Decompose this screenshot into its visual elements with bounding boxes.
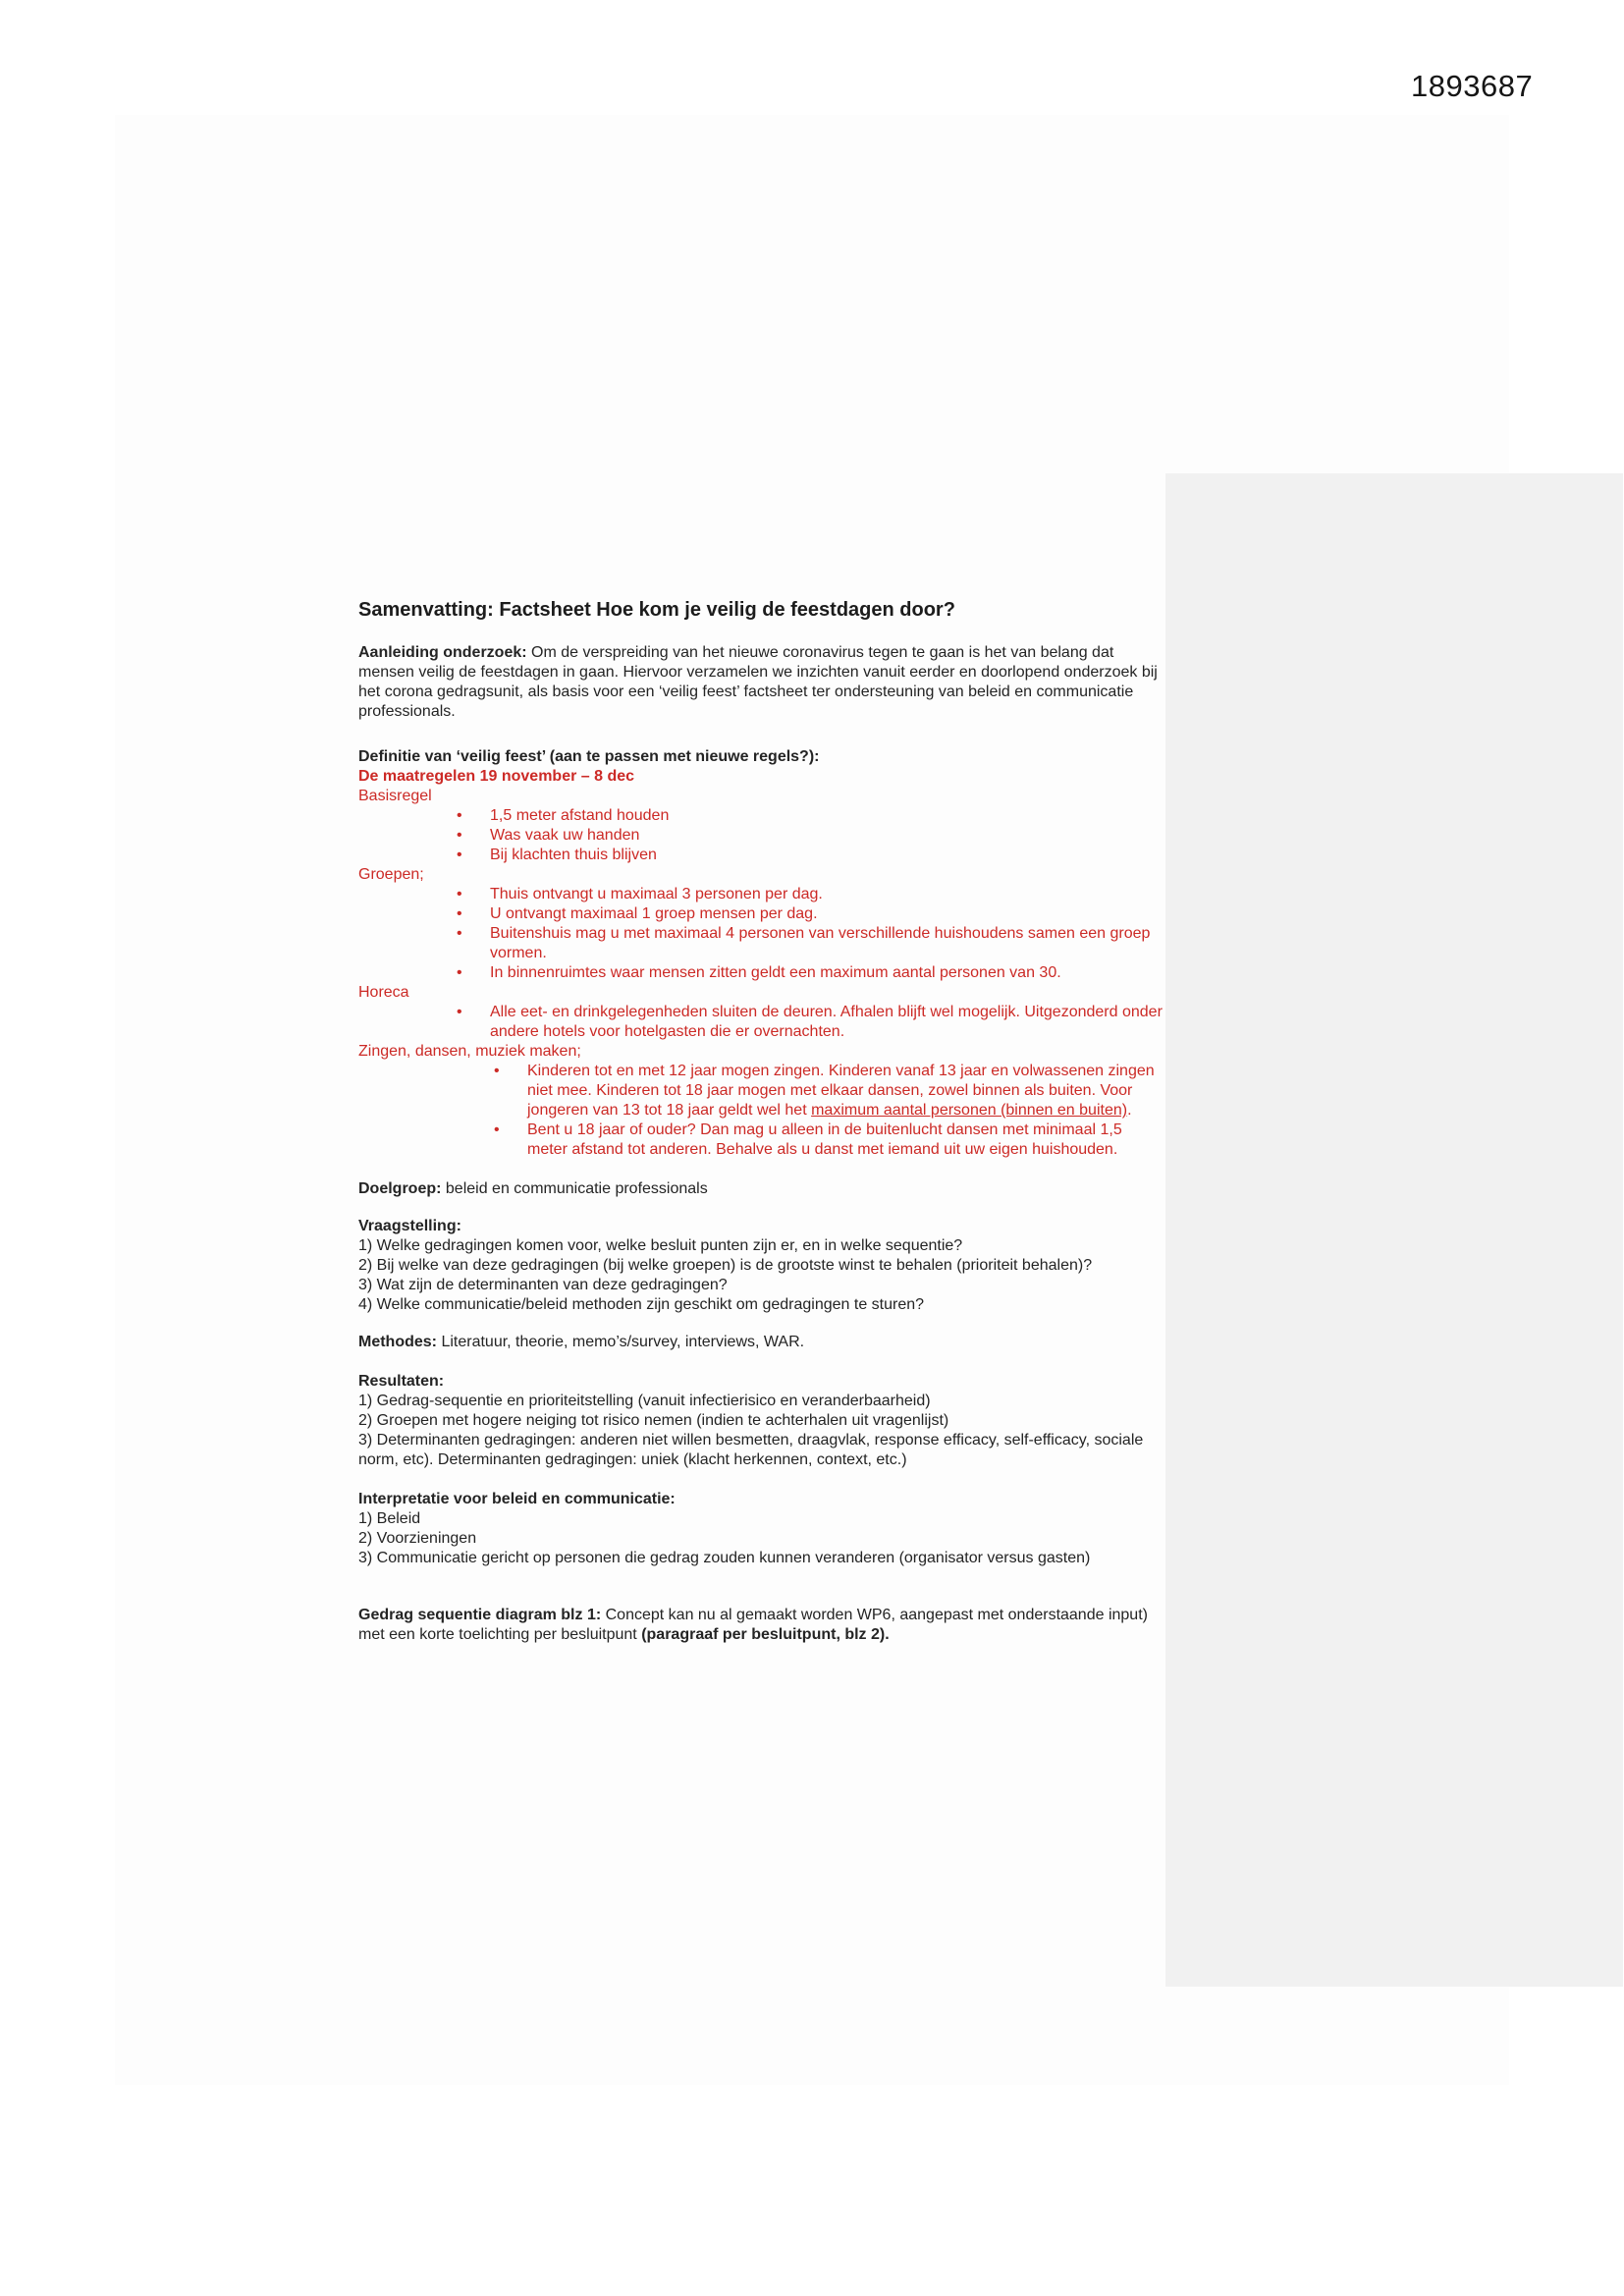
gedrag-bold-end: (paragraaf per besluitpunt, blz 2).: [641, 1626, 890, 1643]
image-placeholder: [1165, 473, 1623, 1987]
list-item-text: In binnenruimtes waar mensen zitten geldt een maximum aantal personen van 30.: [490, 964, 1061, 981]
list-item-text: Bij klachten thuis blijven: [490, 847, 657, 863]
list-item: [358, 963, 1164, 983]
gedrag-label: Gedrag sequentie diagram blz 1:: [358, 1607, 602, 1623]
list-item-text: .: [1127, 1102, 1132, 1119]
groepen-list: [358, 885, 1164, 983]
list-item-text: U ontvangt maximaal 1 groep mensen per dag.: [490, 905, 818, 922]
list-item-text: Alle eet- en drinkgelegenheden sluiten de deuren. Afhalen blijft wel mogelijk. Uitgezonderd onder andere hotels voor hotelgasten die er overnachten.: [490, 1004, 1163, 1040]
gedrag-paragraph: [358, 1606, 1164, 1645]
groepen-label: Groepen;: [358, 866, 424, 883]
aanleiding-text: Om de verspreiding van het nieuwe coronavirus tegen te gaan is het van belang dat mensen veilig de feestdagen in gaan. Hiervoor verzamelen we inzichten vanuit eerder en doorlopend onderzoek bij het corona gedragsunit, als basis voor een ‘veilig feest’ factsheet ter ondersteuning van beleid en communicatie professionals.: [358, 644, 1158, 720]
page-number: 1893687: [1411, 69, 1534, 103]
list-item: [358, 1121, 1164, 1160]
list-item-text: Buitenshuis mag u met maximaal 4 personen van verschillende huishoudens samen een groep vormen.: [490, 925, 1151, 961]
vraagstelling-item: 4) Welke communicatie/beleid methoden zijn geschikt om gedragingen te sturen?: [358, 1296, 925, 1313]
list-item: [358, 826, 1164, 846]
resultaten-item: 2) Groepen met hogere neiging tot risico nemen (indien te achterhalen uit vragenlijst): [358, 1412, 949, 1429]
gedrag-text: Concept kan nu al gemaakt worden WP6, aangepast met onderstaande input) met een korte toelichting per besluitpunt: [358, 1607, 1148, 1643]
maatregelen-heading: De maatregelen 19 november – 8 dec: [358, 768, 635, 785]
document-content: [358, 598, 1164, 1661]
interpretatie-item: 2) Voorzieningen: [358, 1530, 477, 1547]
methodes-text: Literatuur, theorie, memo’s/survey, interviews, WAR.: [441, 1334, 805, 1350]
resultaten-item: 3) Determinanten gedragingen: anderen niet willen besmetten, draagvlak, response efficacy, self-efficacy, sociale norm, etc). Determinanten gedragingen: uniek (klacht herkennen, context, etc.): [358, 1432, 1144, 1468]
resultaten-section: [358, 1372, 1164, 1470]
interpretatie-item: 1) Beleid: [358, 1510, 421, 1527]
resultaten-label: Resultaten:: [358, 1373, 445, 1390]
list-item: [358, 924, 1164, 963]
list-item-text: 1,5 meter afstand houden: [490, 807, 670, 824]
doelgroep-text: beleid en communicatie professionals: [445, 1180, 708, 1197]
vraagstelling-label: Vraagstelling:: [358, 1218, 461, 1234]
list-item: [358, 885, 1164, 904]
document-title: Samenvatting: Factsheet Hoe kom je veilig de feestdagen door?: [358, 599, 955, 621]
interpretatie-section: [358, 1490, 1164, 1568]
vraagstelling-section: [358, 1217, 1164, 1315]
list-item-text: Was vaak uw handen: [490, 827, 640, 844]
methodes-paragraph: [358, 1333, 1164, 1352]
basisregel-label: Basisregel: [358, 788, 432, 804]
list-item-text: Bent u 18 jaar of ouder? Dan mag u alleen in de buitenlucht dansen met minimaal 1,5 meter afstand tot anderen. Behalve als u danst met iemand uit uw eigen huishouden.: [527, 1121, 1122, 1158]
doelgroep-paragraph: [358, 1179, 1164, 1199]
horeca-list: [358, 1003, 1164, 1042]
list-item: [358, 1003, 1164, 1042]
aanleiding-label: Aanleiding onderzoek:: [358, 644, 527, 661]
list-item: [358, 904, 1164, 924]
list-item-text: Kinderen tot en met 12 jaar mogen zingen. Kinderen vanaf 13 jaar en volwassenen zingen niet mee. Kinderen tot 18 jaar mogen met elkaar dansen, zowel binnen als buiten. Voor jongeren van 13 tot 18 jaar geldt wel het: [527, 1063, 1155, 1119]
list-item: [358, 806, 1164, 826]
vraagstelling-item: 2) Bij welke van deze gedragingen (bij welke groepen) is de grootste winst te behalen (prioriteit behalen)?: [358, 1257, 1093, 1274]
list-item-text: Thuis ontvangt u maximaal 3 personen per dag.: [490, 886, 823, 902]
document-page: [115, 115, 1509, 2085]
resultaten-item: 1) Gedrag-sequentie en prioriteitstelling (vanuit infectierisico en veranderbaarheid): [358, 1393, 931, 1409]
vraagstelling-item: 1) Welke gedragingen komen voor, welke besluit punten zijn er, en in welke sequentie?: [358, 1237, 963, 1254]
vraagstelling-item: 3) Wat zijn de determinanten van deze gedragingen?: [358, 1277, 728, 1293]
definitie-label: Definitie van ‘veilig feest’ (aan te passen met nieuwe regels?):: [358, 748, 820, 765]
underlined-phrase: maximum aantal personen (binnen en buiten): [811, 1102, 1128, 1119]
zingen-list: [358, 1062, 1164, 1160]
doelgroep-label: Doelgroep:: [358, 1180, 442, 1197]
list-item: [358, 846, 1164, 865]
interpretatie-label: Interpretatie voor beleid en communicatie:: [358, 1491, 676, 1507]
aanleiding-paragraph: [358, 643, 1164, 722]
methodes-label: Methodes:: [358, 1334, 437, 1350]
list-item: [358, 1062, 1164, 1121]
basisregel-list: [358, 806, 1164, 865]
interpretatie-item: 3) Communicatie gericht op personen die gedrag zouden kunnen veranderen (organisator versus gasten): [358, 1550, 1091, 1566]
horeca-label: Horeca: [358, 984, 409, 1001]
zingen-label: Zingen, dansen, muziek maken;: [358, 1043, 581, 1060]
